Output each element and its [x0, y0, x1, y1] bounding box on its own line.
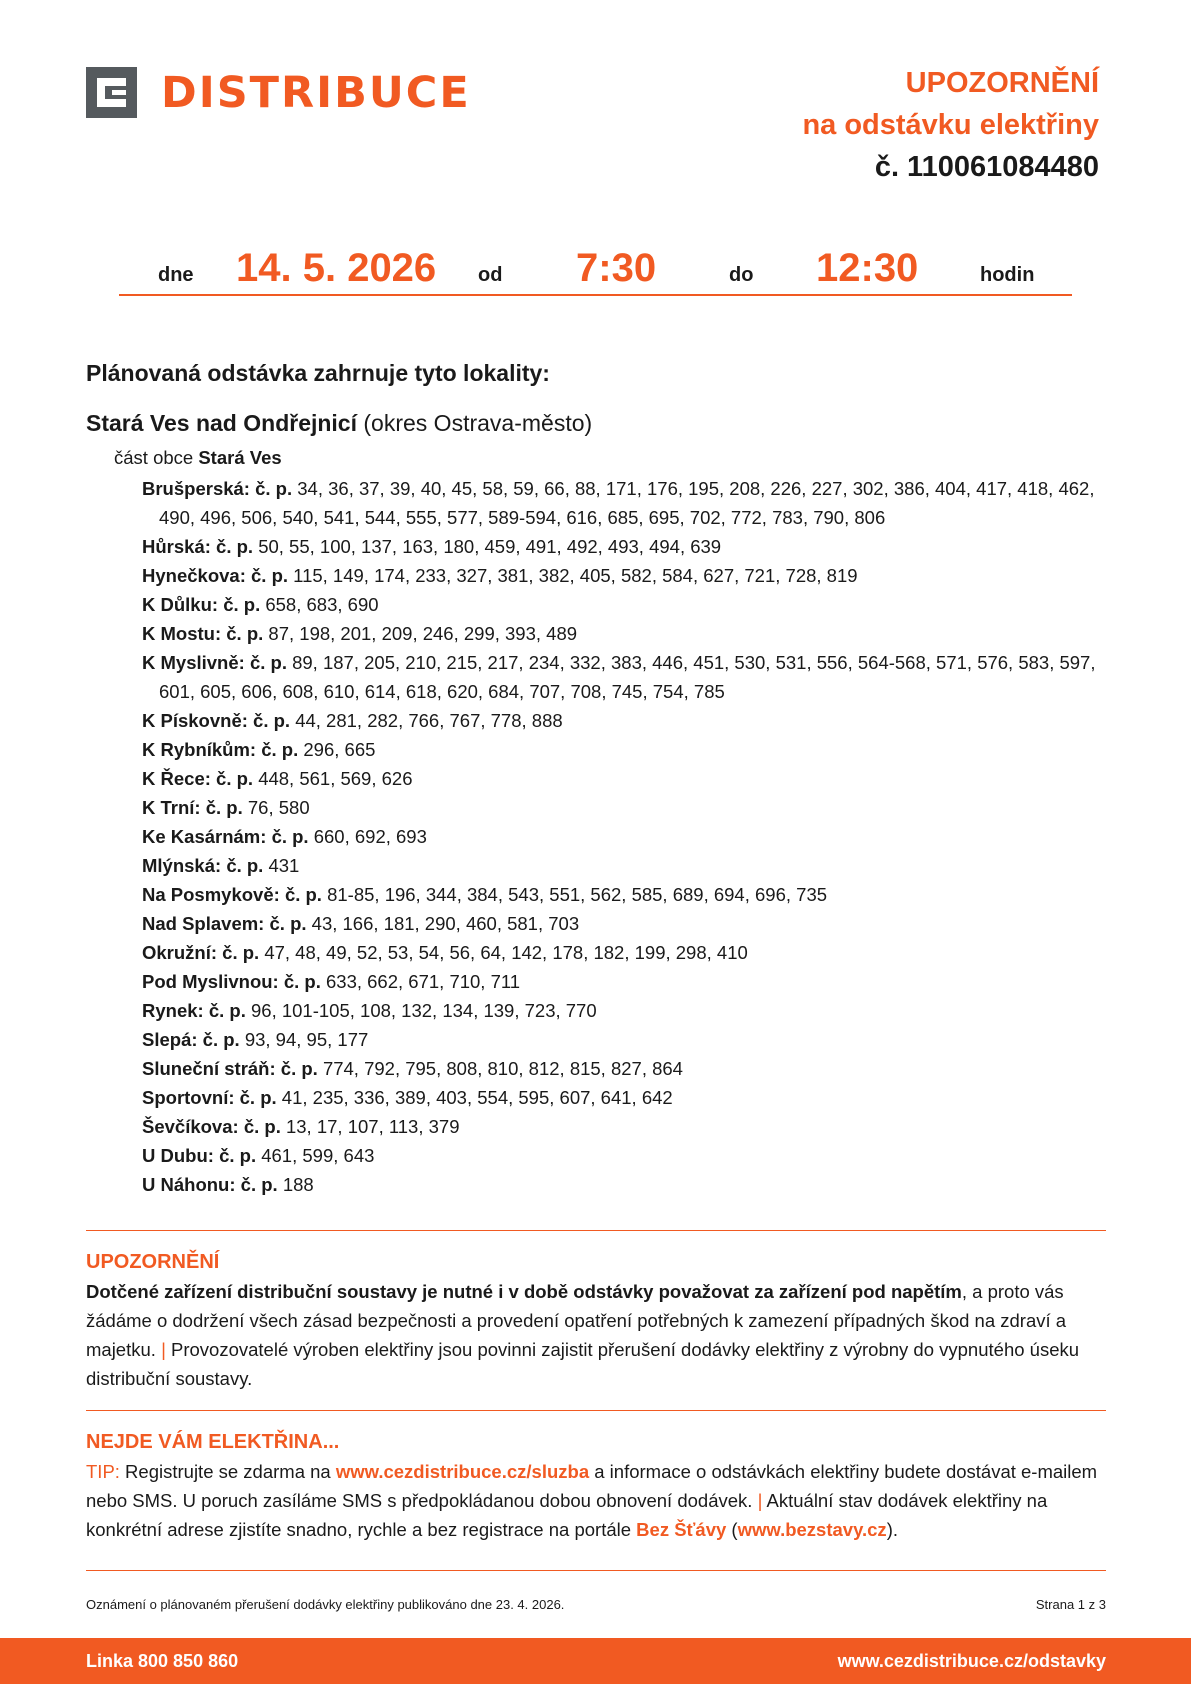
house-numbers: 81-85, 196, 344, 384, 543, 551, 562, 585, 689, 694, 696, 735	[327, 884, 828, 905]
street-name: K Řece:	[142, 768, 211, 789]
cp-label: č. p.	[208, 1000, 246, 1021]
street-item	[142, 619, 1102, 648]
tip-text-4: (	[726, 1519, 738, 1540]
od-label: od	[478, 264, 503, 286]
divider	[86, 1410, 1106, 1411]
street-item	[142, 1112, 1102, 1141]
street-name: Brušperská:	[142, 478, 250, 499]
street-name: K Důlku:	[142, 594, 219, 615]
street-item	[142, 1083, 1102, 1112]
house-numbers: 774, 792, 795, 808, 810, 812, 815, 827, 864	[322, 1058, 683, 1079]
street-item	[142, 735, 1102, 764]
tip-label: TIP:	[86, 1461, 120, 1482]
bezstavy-link[interactable]: www.bezstavy.cz	[737, 1519, 887, 1540]
cp-label: č. p.	[216, 536, 254, 557]
cp-label: č. p.	[239, 1087, 277, 1108]
outages-url[interactable]: www.cezdistribuce.cz/odstavky	[837, 1651, 1106, 1671]
town-district: (okres Ostrava-město)	[363, 410, 593, 436]
street-item	[142, 996, 1102, 1025]
cez-logo-icon	[86, 67, 137, 118]
house-numbers: 633, 662, 671, 710, 711	[326, 971, 521, 992]
dne-label: dne	[158, 264, 194, 286]
part-name: Stará Ves	[198, 447, 282, 468]
street-item	[142, 590, 1102, 619]
street-name: U Náhonu:	[142, 1174, 236, 1195]
hotline[interactable]: Linka 800 850 860	[86, 1651, 239, 1671]
street-name: K Mostu:	[142, 623, 222, 644]
cp-label: č. p.	[243, 1116, 281, 1137]
street-item	[142, 851, 1102, 880]
cp-label: č. p.	[219, 1145, 257, 1166]
outage-time-row	[119, 240, 1072, 296]
street-name: U Dubu:	[142, 1145, 214, 1166]
outage-from: 7:30	[576, 246, 657, 290]
cp-label: č. p.	[271, 826, 309, 847]
street-name: Na Posmykově:	[142, 884, 280, 905]
cp-label: č. p.	[202, 1029, 240, 1050]
house-numbers: 96, 101-105, 108, 132, 134, 139, 723, 770	[251, 1000, 597, 1021]
tip-text-3: Aktuální stav dodávek elektřiny na konkrétní adrese zjistíte snadno, rychle a bez registrace na portále	[86, 1490, 1048, 1540]
house-numbers: 87, 198, 201, 209, 246, 299, 393, 489	[268, 623, 578, 644]
street-item	[142, 474, 1102, 532]
divider	[86, 1230, 1106, 1231]
bez-stavy-brand: Bez Šťávy	[636, 1519, 727, 1540]
part-label: část obce	[114, 447, 194, 468]
street-name: Mlýnská:	[142, 855, 222, 876]
house-numbers: 76, 580	[247, 797, 310, 818]
street-item	[142, 532, 1102, 561]
part-line	[114, 447, 282, 469]
cp-label: č. p.	[283, 971, 321, 992]
outage-to: 12:30	[816, 246, 919, 290]
house-numbers: 448, 561, 569, 626	[258, 768, 413, 789]
house-numbers: 660, 692, 693	[313, 826, 427, 847]
cp-label: č. p.	[269, 913, 307, 934]
cp-label: č. p.	[280, 1058, 318, 1079]
cp-label: č. p.	[240, 1174, 278, 1195]
town-name: Stará Ves nad Ondřejnicí	[86, 410, 357, 436]
street-item	[142, 561, 1102, 590]
warning-text-2: Provozovatelé výroben elektřiny jsou povinni zajistit přerušení dodávky elektřiny z výrobny do vypnutého úseku distribuční soustavy.	[86, 1339, 1080, 1389]
street-name: Nad Splavem:	[142, 913, 265, 934]
house-numbers: 47, 48, 49, 52, 53, 54, 56, 64, 142, 178, 182, 199, 298, 410	[264, 942, 748, 963]
notice-header	[802, 62, 1099, 188]
notice-number: č. 110061084480	[874, 151, 1099, 183]
page-number: Strana 1 z 3	[1035, 1597, 1106, 1612]
street-item	[142, 1054, 1102, 1083]
tip-text-5: ).	[886, 1519, 898, 1540]
cp-label: č. p.	[249, 652, 287, 673]
house-numbers: 658, 683, 690	[265, 594, 379, 615]
house-numbers: 296, 665	[303, 739, 376, 760]
street-name: K Rybníkům:	[142, 739, 257, 760]
warning-title: UPOZORNĚNÍ	[86, 1251, 220, 1273]
publication-note: Oznámení o plánovaném přerušení dodávky elektřiny publikováno dne 23. 4. 2026.	[86, 1597, 565, 1612]
street-list	[142, 474, 1102, 1199]
warning-text	[86, 1277, 1112, 1393]
separator: |	[757, 1490, 763, 1511]
street-item	[142, 648, 1102, 706]
street-item	[142, 938, 1102, 967]
notice-title: UPOZORNĚNÍ	[905, 67, 1099, 99]
house-numbers: 431	[268, 855, 300, 876]
street-name: Okružní:	[142, 942, 218, 963]
street-name: Rynek:	[142, 1000, 204, 1021]
street-name: Hynečkova:	[142, 565, 246, 586]
street-name: Sluneční stráň:	[142, 1058, 276, 1079]
tip-text	[86, 1457, 1112, 1544]
outage-date: 14. 5. 2026	[236, 246, 437, 290]
street-item	[142, 706, 1102, 735]
warning-bold: Dotčené zařízení distribuční soustavy je nutné i v době odstávky považovat za zařízení pod napětím	[86, 1281, 962, 1302]
street-name: Sportovní:	[142, 1087, 235, 1108]
cp-label: č. p.	[223, 594, 261, 615]
house-numbers: 44, 281, 282, 766, 767, 778, 888	[295, 710, 563, 731]
house-numbers: 89, 187, 205, 210, 215, 217, 234, 332, 383, 446, 451, 530, 531, 556, 564-568, 571, 576, 583, 597, 601, 605, 606, 608, 610, 614, 618, 620, 684, 707, 708, 745, 754, 785	[159, 652, 1096, 702]
cp-label: č. p.	[284, 884, 322, 905]
logo-text: DISTRIBUCE	[161, 67, 471, 118]
cp-label: č. p.	[226, 855, 264, 876]
house-numbers: 43, 166, 181, 290, 460, 581, 703	[311, 913, 580, 934]
registration-link[interactable]: www.cezdistribuce.cz/sluzba	[335, 1461, 590, 1482]
do-label: do	[729, 264, 754, 286]
street-item	[142, 764, 1102, 793]
intro-heading: Plánovaná odstávka zahrnuje tyto lokality:	[86, 360, 550, 386]
street-item	[142, 967, 1102, 996]
house-numbers: 115, 149, 174, 233, 327, 381, 382, 405, 582, 584, 627, 721, 728, 819	[293, 565, 858, 586]
notice-subtitle: na odstávku elektřiny	[802, 109, 1099, 141]
street-item	[142, 1170, 1102, 1199]
footer-bar	[0, 1638, 1191, 1684]
street-name: K Trní:	[142, 797, 201, 818]
tip-section	[86, 1428, 1112, 1544]
cp-label: č. p.	[222, 942, 260, 963]
street-item	[142, 1025, 1102, 1054]
street-name: Ševčíkova:	[142, 1116, 239, 1137]
tip-text-2: a informace o odstávkách elektřiny budete dostávat e-mailem nebo SMS. U poruch zasíláme SMS s předpokládanou dobou obnovení dodávek.	[86, 1461, 1098, 1511]
street-item	[142, 880, 1102, 909]
street-item	[142, 822, 1102, 851]
hodin-label: hodin	[980, 264, 1035, 286]
house-numbers: 13, 17, 107, 113, 379	[285, 1116, 460, 1137]
street-name: Slepá:	[142, 1029, 198, 1050]
tip-title: NEJDE VÁM ELEKTŘINA...	[86, 1431, 340, 1453]
tip-text-1: Registrujte se zdarma na	[119, 1461, 336, 1482]
house-numbers: 50, 55, 100, 137, 163, 180, 459, 491, 492, 493, 494, 639	[258, 536, 722, 557]
cp-label: č. p.	[226, 623, 264, 644]
cp-label: č. p.	[251, 565, 289, 586]
warning-text-1: , a proto vás žádáme o dodržení všech zásad bezpečnosti a provedení opatření potřebných k zamezení případných škod na zdraví a majetku.	[86, 1281, 1067, 1360]
street-name: Hůrská:	[142, 536, 211, 557]
cp-label: č. p.	[255, 478, 293, 499]
separator: |	[161, 1339, 166, 1360]
house-numbers: 461, 599, 643	[261, 1145, 375, 1166]
warning-section	[86, 1248, 1112, 1393]
street-name: Pod Myslivnou:	[142, 971, 279, 992]
cp-label: č. p.	[205, 797, 243, 818]
house-numbers: 188	[282, 1174, 314, 1195]
cp-label: č. p.	[261, 739, 299, 760]
cp-label: č. p.	[253, 710, 291, 731]
logo	[86, 67, 471, 118]
house-numbers: 41, 235, 336, 389, 403, 554, 595, 607, 641, 642	[281, 1087, 673, 1108]
street-name: K Pískovně:	[142, 710, 248, 731]
house-numbers: 34, 36, 37, 39, 40, 45, 58, 59, 66, 88, 171, 176, 195, 208, 226, 227, 302, 386, 404, 417, 418, 462, 490, 496, 506, 540, 541, 544, 555, 577, 589-594, 616, 685, 695, 702, 772, 783, 790, 806	[159, 478, 1095, 528]
street-name: Ke Kasárnám:	[142, 826, 267, 847]
town-line	[86, 410, 592, 437]
street-item	[142, 909, 1102, 938]
street-item	[142, 1141, 1102, 1170]
divider	[86, 1570, 1106, 1571]
street-item	[142, 793, 1102, 822]
cp-label: č. p.	[216, 768, 254, 789]
house-numbers: 93, 94, 95, 177	[244, 1029, 369, 1050]
street-name: K Myslivně:	[142, 652, 245, 673]
